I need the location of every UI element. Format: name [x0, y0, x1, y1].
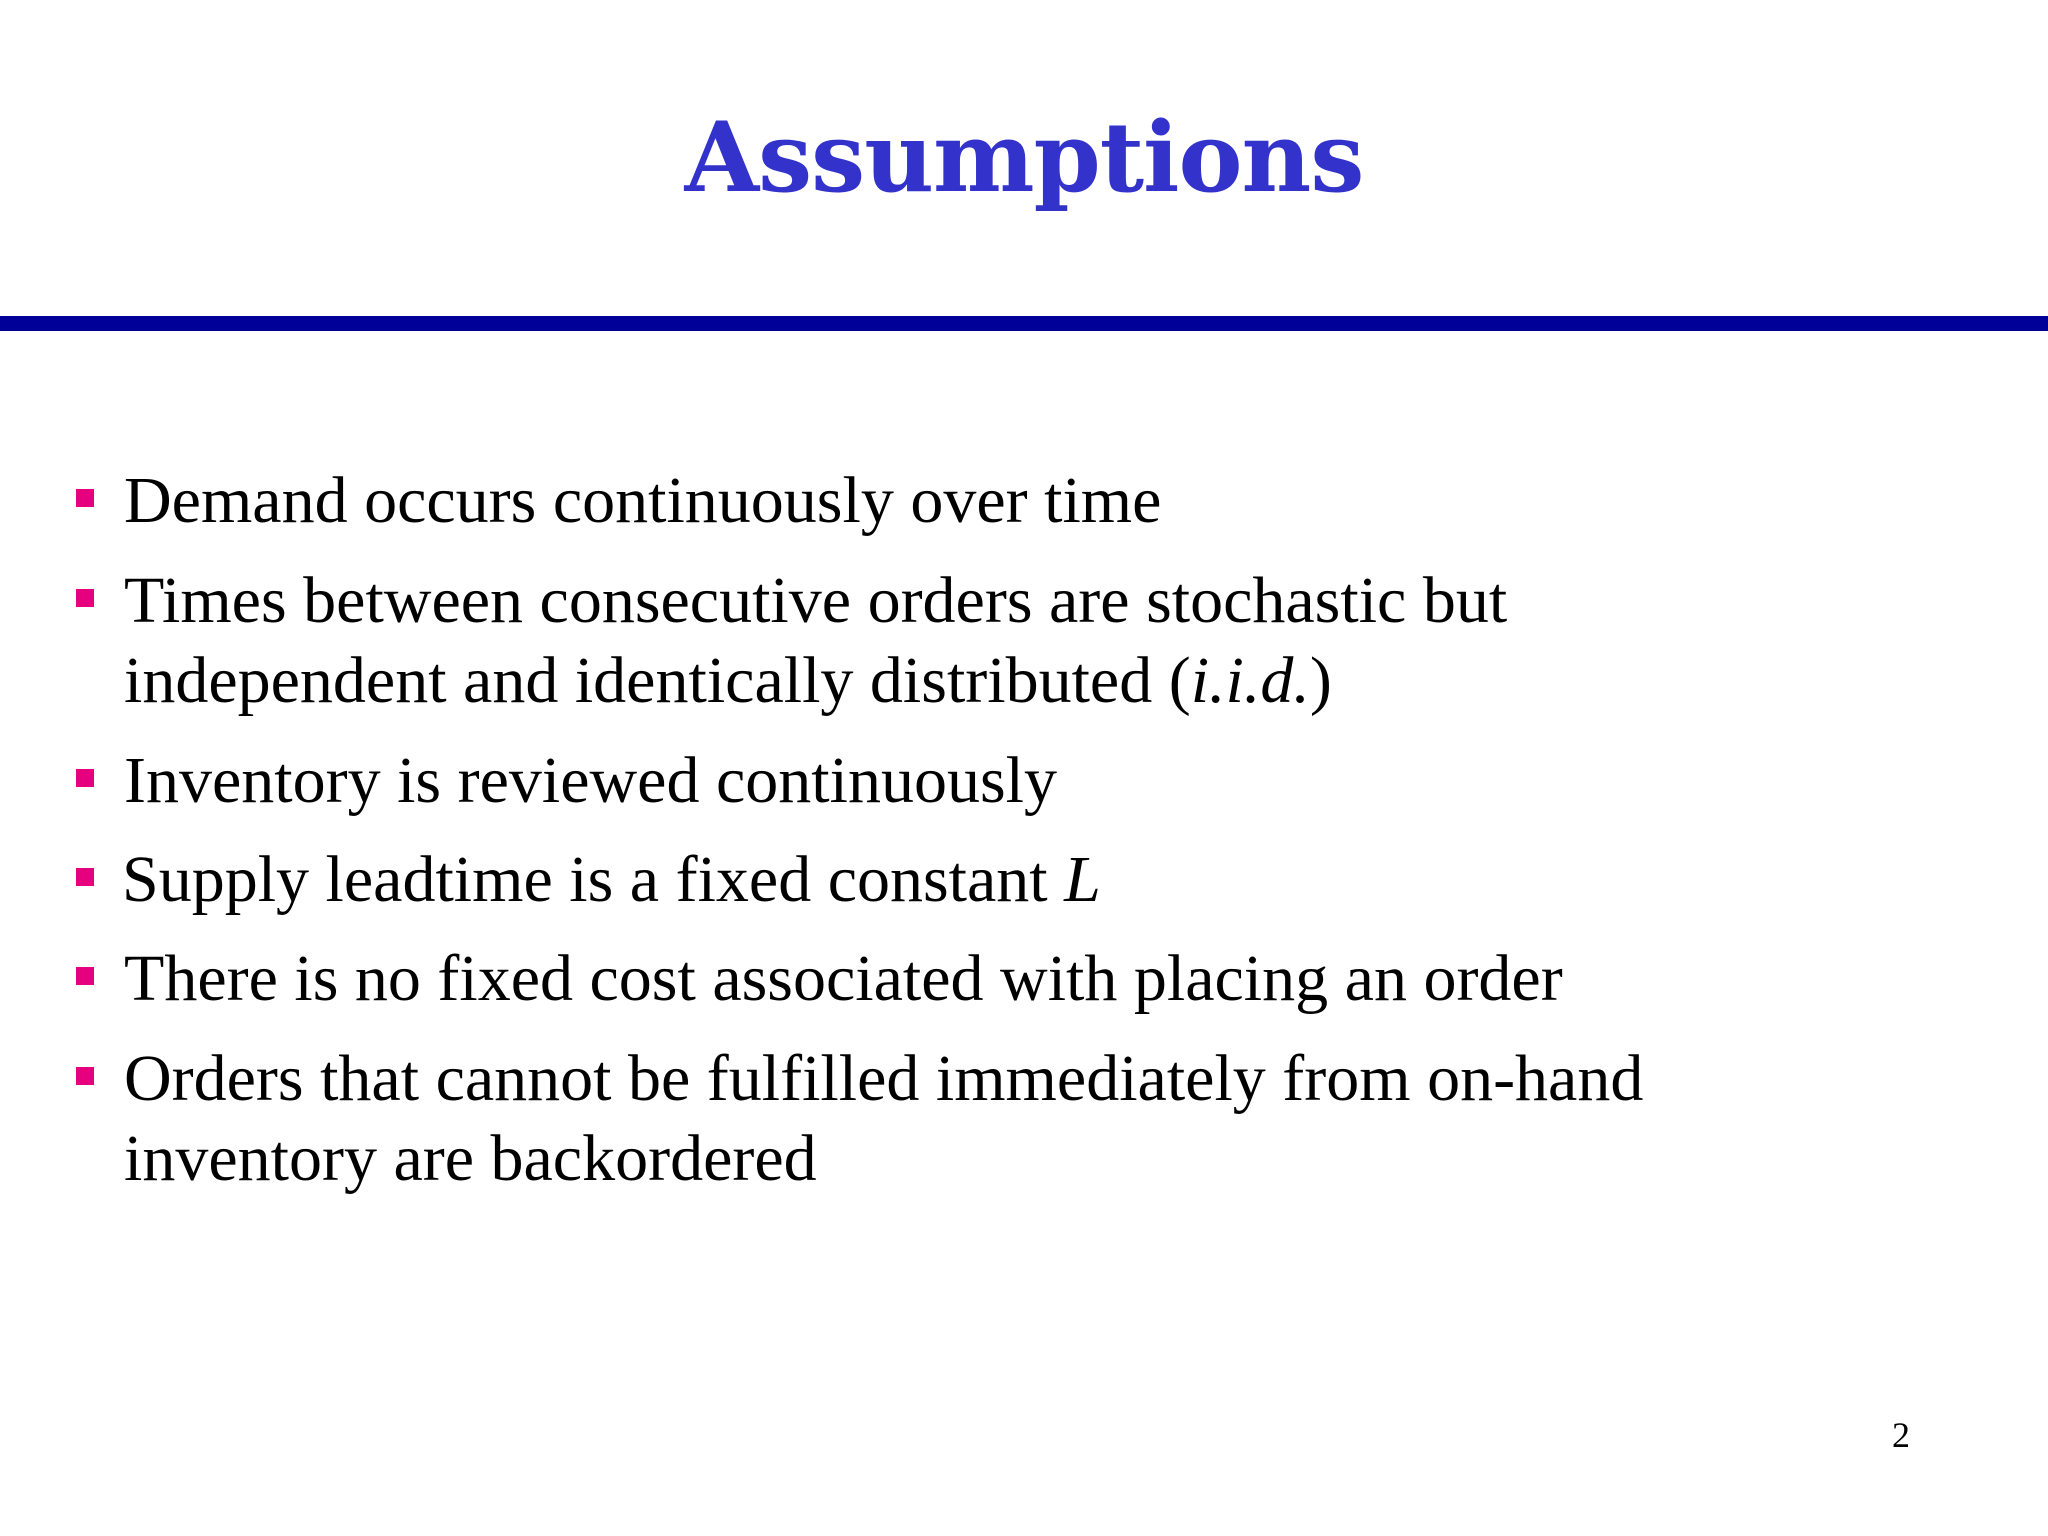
bullet-text-segment: ): [1309, 644, 1332, 717]
bullet-text: Orders that cannot be fulfilled immediately from on-hand: [124, 1042, 1644, 1115]
bullet-text: Demand occurs continuously over time: [124, 464, 1162, 537]
iid-term: i.i.d.: [1190, 644, 1310, 717]
bullet-text-continuation: [124, 641, 1954, 721]
bullet-item-backorder: [124, 1039, 1954, 1199]
page-number: 2: [1892, 1415, 1910, 1455]
bullet-item-interarrival: [124, 561, 1954, 721]
square-bullet-icon: [76, 489, 94, 507]
square-bullet-icon: [76, 769, 94, 787]
bullet-text: Times between consecutive orders are stochastic but: [124, 564, 1508, 637]
bullet-text-segment: Supply leadtime is a fixed constant: [122, 843, 1065, 916]
bullet-item-demand: [124, 461, 1954, 541]
bullet-text: There is no fixed cost associated with placing an order: [124, 942, 1563, 1015]
bullet-item-leadtime: [122, 840, 1952, 920]
bullet-text-continuation: inventory are backordered: [124, 1122, 817, 1195]
slide-title: Assumptions: [684, 101, 1364, 214]
bullet-text: Inventory is reviewed continuously: [124, 744, 1057, 817]
square-bullet-icon: [76, 589, 94, 607]
bullet-text-segment: independent and identically distributed (: [124, 644, 1191, 717]
bullet-item-review: [124, 741, 1954, 821]
bullet-text: [122, 840, 1952, 920]
square-bullet-icon: [76, 967, 94, 985]
square-bullet-icon: [76, 1067, 94, 1085]
bullet-item-fixed-cost: [124, 939, 1954, 1019]
square-bullet-icon: [76, 868, 94, 886]
leadtime-symbol: L: [1064, 843, 1101, 916]
